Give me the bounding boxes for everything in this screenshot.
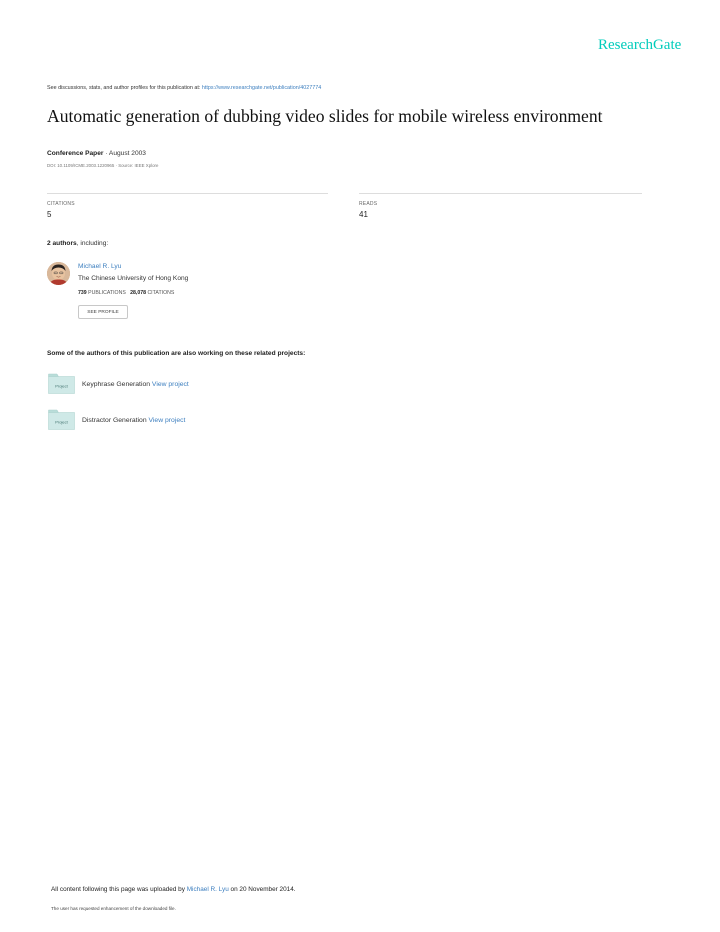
author-citations-label: CITATIONS (147, 290, 175, 296)
publication-type: Conference Paper (47, 150, 104, 157)
related-projects-heading: Some of the authors of this publication are also working on these related projects: (47, 350, 306, 357)
citations-count: 5 (47, 210, 52, 219)
publications-label: PUBLICATIONS (88, 290, 126, 296)
authors-heading (47, 240, 108, 247)
author-citations-count: 28,078 (130, 290, 146, 296)
publications-count: 739 (78, 290, 87, 296)
author-photo-icon (47, 262, 70, 285)
project-icon-label: Project (55, 383, 68, 389)
see-profile-button[interactable]: SEE PROFILE (78, 305, 128, 319)
project-folder-icon (48, 373, 75, 394)
discussion-text: See discussions, stats, and author profiles for this publication at: (47, 85, 201, 91)
upload-notice (51, 886, 296, 893)
enhancement-note: The user has requested enhancement of the downloaded file. (51, 906, 176, 911)
author-name-link[interactable]: Michael R. Lyu (78, 263, 122, 270)
uploader-link[interactable]: Michael R. Lyu (186, 886, 229, 893)
reads-count: 41 (359, 210, 368, 219)
author-institution: The Chinese University of Hong Kong (78, 275, 189, 282)
upload-prefix: All content following this page was uploaded by (51, 886, 185, 893)
project-icon-label: Project (55, 419, 68, 425)
author-avatar[interactable] (47, 262, 70, 285)
project-item (82, 381, 189, 388)
project-name: Keyphrase Generation (82, 381, 151, 388)
view-project-link[interactable]: View project (151, 381, 189, 388)
authors-count: 2 authors (47, 240, 77, 247)
divider-reads (359, 193, 642, 194)
author-stats (78, 290, 174, 296)
discussion-line (47, 85, 321, 91)
publication-link[interactable]: https://www.researchgate.net/publication/4027774 (201, 85, 322, 91)
project-name: Distractor Generation (82, 417, 147, 424)
citations-label: CITATIONS (47, 201, 75, 207)
divider-citations (47, 193, 328, 194)
project-item (82, 417, 185, 424)
project-folder-icon (48, 409, 75, 430)
publication-date: · August 2003 (103, 150, 146, 157)
upload-suffix: on 20 November 2014. (230, 886, 296, 893)
paper-title: Automatic generation of dubbing video slides for mobile wireless environment (47, 106, 603, 126)
researchgate-logo[interactable]: ResearchGate (598, 37, 682, 53)
reads-label: READS (359, 201, 378, 207)
publication-type-line (47, 150, 146, 157)
view-project-link[interactable]: View project (148, 417, 186, 424)
doi-source: DOI: 10.1109/ICME.2003.1220965 · Source: IEEE Xplore (47, 163, 159, 168)
authors-suffix: , including: (76, 240, 109, 247)
